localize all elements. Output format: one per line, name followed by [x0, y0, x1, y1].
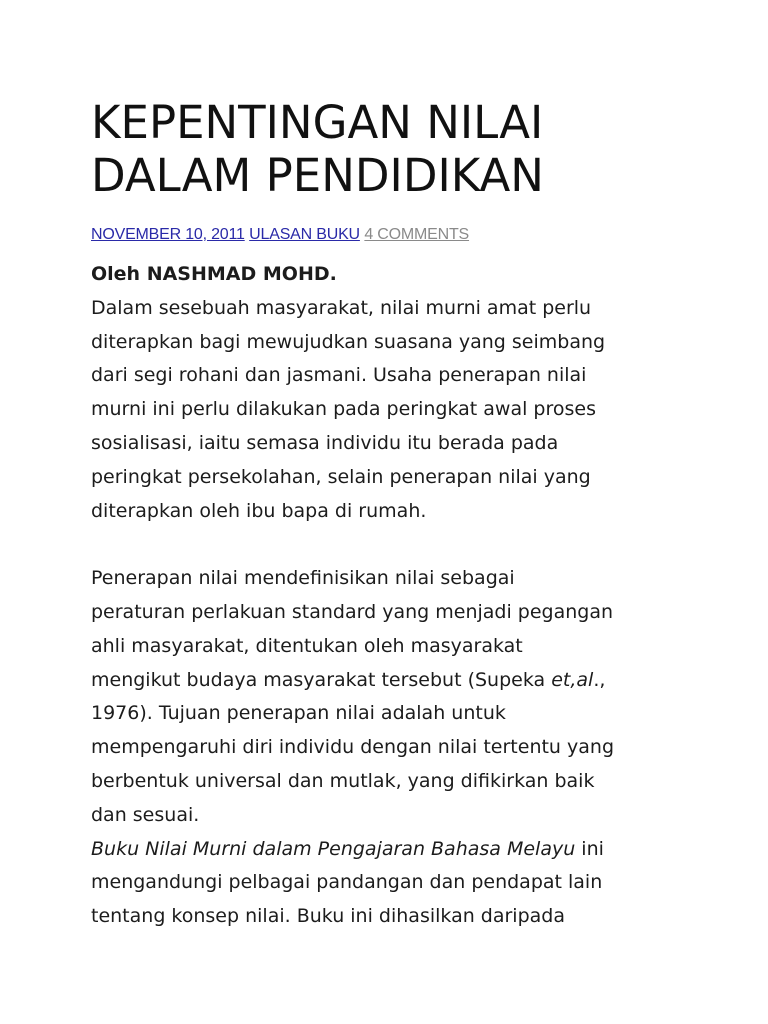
- article: [91, 96, 691, 934]
- text-fragment: ini: [575, 837, 604, 860]
- text-line: dari segi rohani dan jasmani. Usaha penerapan nilai: [91, 364, 587, 387]
- text-line: peraturan perlakuan standard yang menjadi pegangan: [91, 600, 614, 623]
- article-title: [91, 96, 691, 202]
- author-byline: [91, 258, 691, 292]
- text-line: 1976). Tujuan penerapan nilai adalah untuk: [91, 702, 506, 725]
- text-line: [91, 833, 691, 867]
- book-title-italic: Buku Nilai Murni dalam Pengajaran Bahasa Melayu: [91, 837, 576, 860]
- text-line: diterapkan oleh ibu bapa di rumah.: [91, 499, 427, 522]
- citation-italic: et,al: [551, 668, 594, 691]
- text-line: Dalam sesebuah masyarakat, nilai murni amat perlu: [91, 296, 592, 319]
- text-line: peringkat persekolahan, selain penerapan nilai yang: [91, 465, 591, 488]
- text-line: [91, 664, 691, 698]
- text-line: Penerapan nilai mendefinisikan nilai sebagai: [91, 567, 515, 590]
- article-title-line: DALAM PENDIDIKAN: [91, 149, 544, 202]
- text-line: tentang konsep nilai. Buku ini dihasilkan daripada: [91, 905, 565, 928]
- paragraph: [91, 562, 691, 832]
- text-line: berbentuk universal dan mutlak, yang difikirkan baik: [91, 769, 595, 792]
- text-line: mempengaruhi diri individu dengan nilai tertentu yang: [91, 736, 615, 759]
- category-link[interactable]: ULASAN BUKU: [249, 226, 360, 243]
- text-line: ahli masyarakat, ditentukan oleh masyarakat: [91, 634, 523, 657]
- text-line: mengandungi pelbagai pandangan dan pendapat lain: [91, 871, 603, 894]
- text-fragment: .,: [593, 668, 606, 691]
- paragraph-spacer: [91, 528, 691, 562]
- article-body: [91, 258, 691, 934]
- article-title-line: KEPENTINGAN NILAI: [91, 96, 544, 149]
- paragraph: [91, 833, 691, 934]
- article-meta: [91, 226, 691, 244]
- text-fragment: mengikut budaya masyarakat tersebut (Supeka: [91, 668, 552, 691]
- text-line: dan sesuai.: [91, 803, 200, 826]
- text-line: murni ini perlu dilakukan pada peringkat awal proses: [91, 398, 596, 421]
- author-name: Oleh NASHMAD MOHD.: [91, 263, 337, 285]
- paragraph: [91, 292, 691, 529]
- text-line: diterapkan bagi mewujudkan suasana yang seimbang: [91, 330, 606, 353]
- comments-link[interactable]: 4 COMMENTS: [364, 226, 470, 243]
- text-line: sosialisasi, iaitu semasa individu itu berada pada: [91, 431, 559, 454]
- post-date-link[interactable]: NOVEMBER 10, 2011: [91, 226, 245, 243]
